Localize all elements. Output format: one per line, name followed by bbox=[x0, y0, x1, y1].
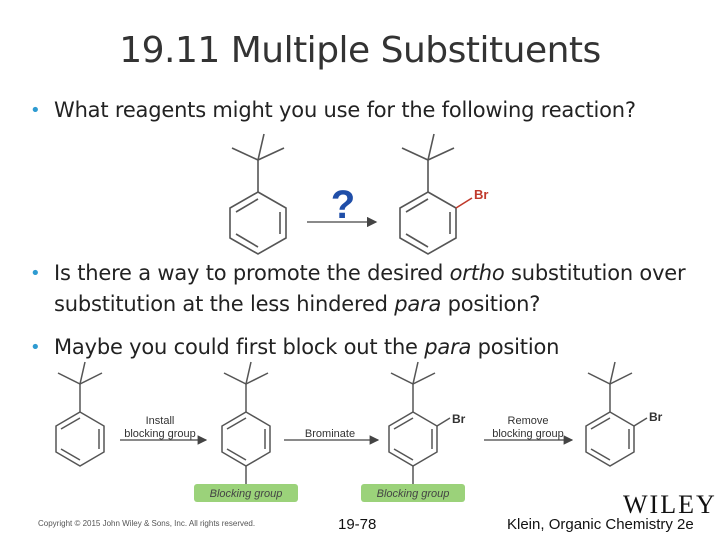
bullet-dot: • bbox=[30, 263, 41, 284]
bromine-label-2: Br bbox=[452, 412, 466, 426]
bromine-label: Br bbox=[474, 187, 489, 202]
install-label: Install bbox=[145, 415, 175, 427]
scheme2-brominated-molecule bbox=[389, 362, 450, 484]
bullet-text: Maybe you could first block out the para position bbox=[54, 335, 560, 359]
install-label-2: blocking group bbox=[124, 428, 196, 440]
copyright-text: Copyright © 2015 John Wiley & Sons, Inc. All rights reserved. bbox=[38, 519, 256, 528]
ortho-bromo-product-molecule bbox=[400, 134, 472, 254]
blocking-group-label-2: Blocking group bbox=[376, 488, 450, 500]
brominate-label: Brominate bbox=[304, 428, 356, 440]
slide-title: 19.11 Multiple Substituents bbox=[119, 30, 601, 71]
wiley-logo: WILEY bbox=[623, 490, 717, 519]
blocking-group-label: Blocking group bbox=[209, 488, 283, 500]
tert-butylbenzene-molecule bbox=[230, 134, 286, 254]
scheme2-final-molecule bbox=[586, 362, 647, 466]
bromine-label-3: Br bbox=[649, 410, 663, 424]
page-number: 19-78 bbox=[338, 516, 377, 533]
remove-label: Remove bbox=[507, 415, 549, 427]
bullet-text: Is there a way to promote the desired ortho substitution over substitution at the less hindered para position? bbox=[54, 261, 686, 316]
remove-label-2: blocking group bbox=[492, 428, 564, 440]
bullet-text: What reagents might you use for the following reaction? bbox=[54, 98, 636, 122]
book-citation: Klein, Organic Chemistry 2e bbox=[507, 516, 694, 533]
bullet-dot: • bbox=[30, 100, 41, 121]
scheme2-start-molecule bbox=[56, 362, 104, 466]
bullet-dot: • bbox=[30, 337, 41, 358]
scheme2-blocked-molecule bbox=[222, 362, 270, 484]
question-mark: ? bbox=[330, 183, 356, 227]
